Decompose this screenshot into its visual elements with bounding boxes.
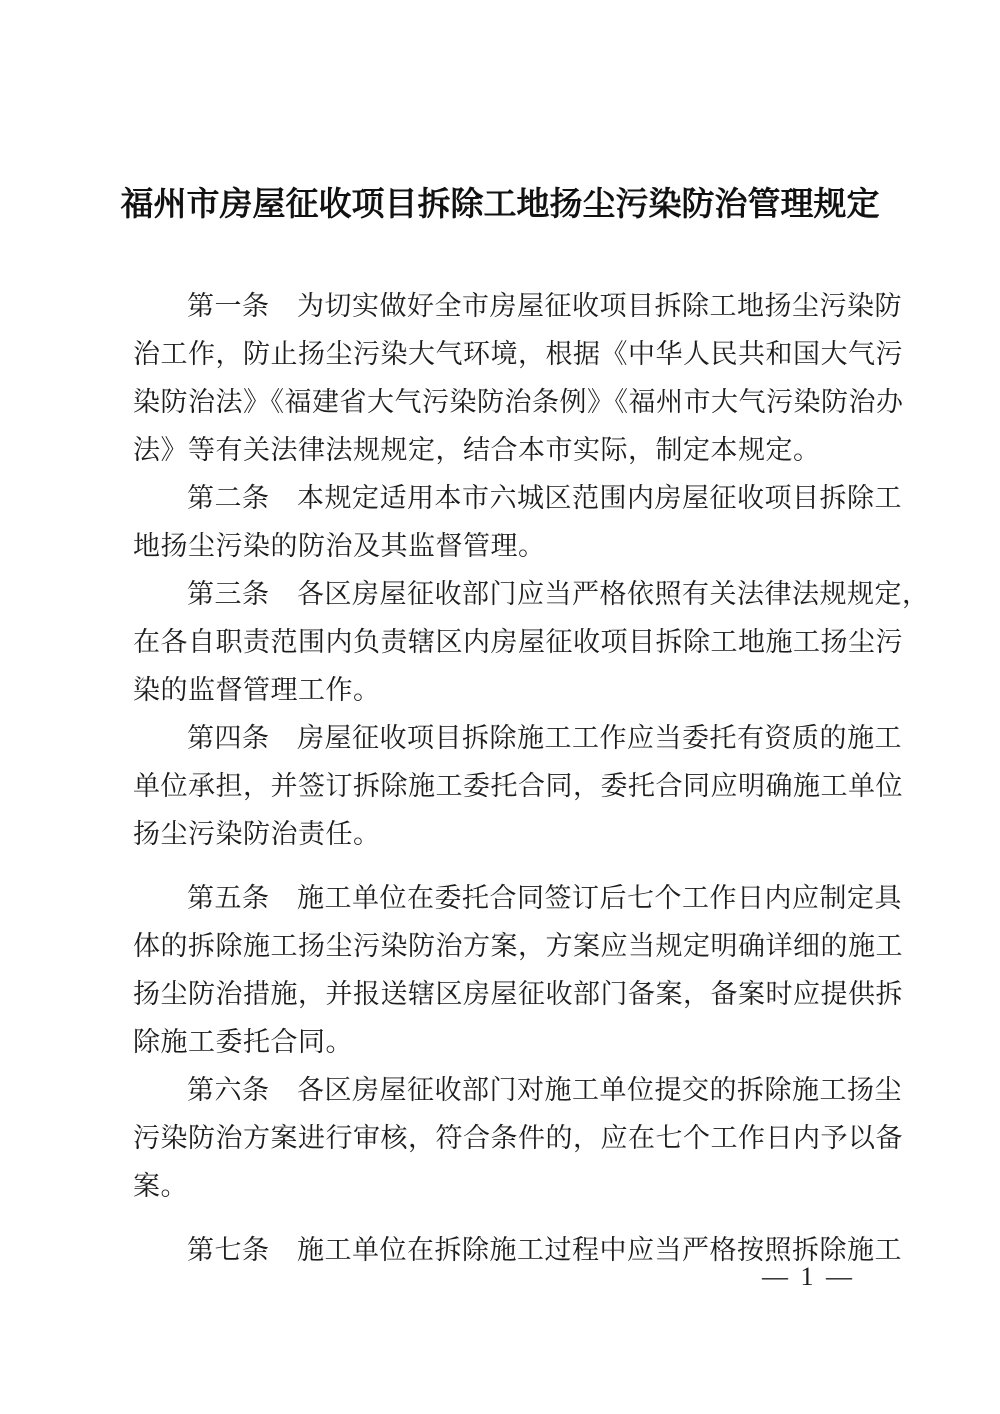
text-line: 染防治法》《福建省大气污染防治条例》《福州市大气污染防治办 bbox=[133, 387, 904, 417]
text-line: 第五条 施工单位在委托合同签订后七个工作日内应制定具 bbox=[187, 883, 902, 913]
paragraph-article-1 bbox=[133, 282, 905, 474]
text-line: 地扬尘污染的防治及其监督管理。 bbox=[133, 531, 546, 561]
text-line: 第四条 房屋征收项目拆除施工工作应当委托有资质的施工 bbox=[187, 723, 902, 753]
page-number: — 1 — bbox=[762, 1262, 855, 1291]
text-line: 扬尘防治措施，并报送辖区房屋征收部门备案，备案时应提供拆 bbox=[133, 979, 903, 1009]
document-body bbox=[133, 282, 930, 1274]
paragraph-article-6 bbox=[133, 1066, 905, 1210]
text-line: 染的监督管理工作。 bbox=[133, 675, 381, 705]
paragraph-article-4 bbox=[133, 714, 905, 858]
paragraph-article-5 bbox=[133, 874, 905, 1066]
text-line: 法》等有关法律法规规定，结合本市实际，制定本规定。 bbox=[133, 435, 821, 465]
paragraph-article-2 bbox=[133, 474, 905, 570]
text-line: 第七条 施工单位在拆除施工过程中应当严格按照拆除施工 bbox=[187, 1235, 902, 1265]
text-line: 在各自职责范围内负责辖区内房屋征收项目拆除工地施工扬尘污 bbox=[133, 627, 903, 657]
text-line: 污染防治方案进行审核，符合条件的，应在七个工作日内予以备 bbox=[133, 1123, 903, 1153]
text-line: 体的拆除施工扬尘污染防治方案，方案应当规定明确详细的施工 bbox=[133, 931, 903, 961]
text-line: 第二条 本规定适用本市六城区范围内房屋征收项目拆除工 bbox=[187, 483, 902, 513]
document-title: 福州市房屋征收项目拆除工地扬尘污染防治管理规定 bbox=[120, 187, 880, 223]
text-line: 单位承担，并签订拆除施工委托合同，委托合同应明确施工单位 bbox=[133, 771, 903, 801]
text-line: 除施工委托合同。 bbox=[133, 1027, 353, 1057]
text-line: 第六条 各区房屋征收部门对施工单位提交的拆除施工扬尘 bbox=[187, 1075, 902, 1105]
text-line: 第一条 为切实做好全市房屋征收项目拆除工地扬尘污染防 bbox=[187, 291, 902, 321]
text-line: 扬尘污染防治责任。 bbox=[133, 819, 381, 849]
text-line: 第三条 各区房屋征收部门应当严格依照有关法律法规规定， bbox=[187, 579, 930, 609]
text-line: 案。 bbox=[133, 1171, 188, 1201]
paragraph-article-3 bbox=[133, 570, 930, 714]
text-line: 治工作，防止扬尘污染大气环境，根据《中华人民共和国大气污 bbox=[133, 339, 903, 369]
